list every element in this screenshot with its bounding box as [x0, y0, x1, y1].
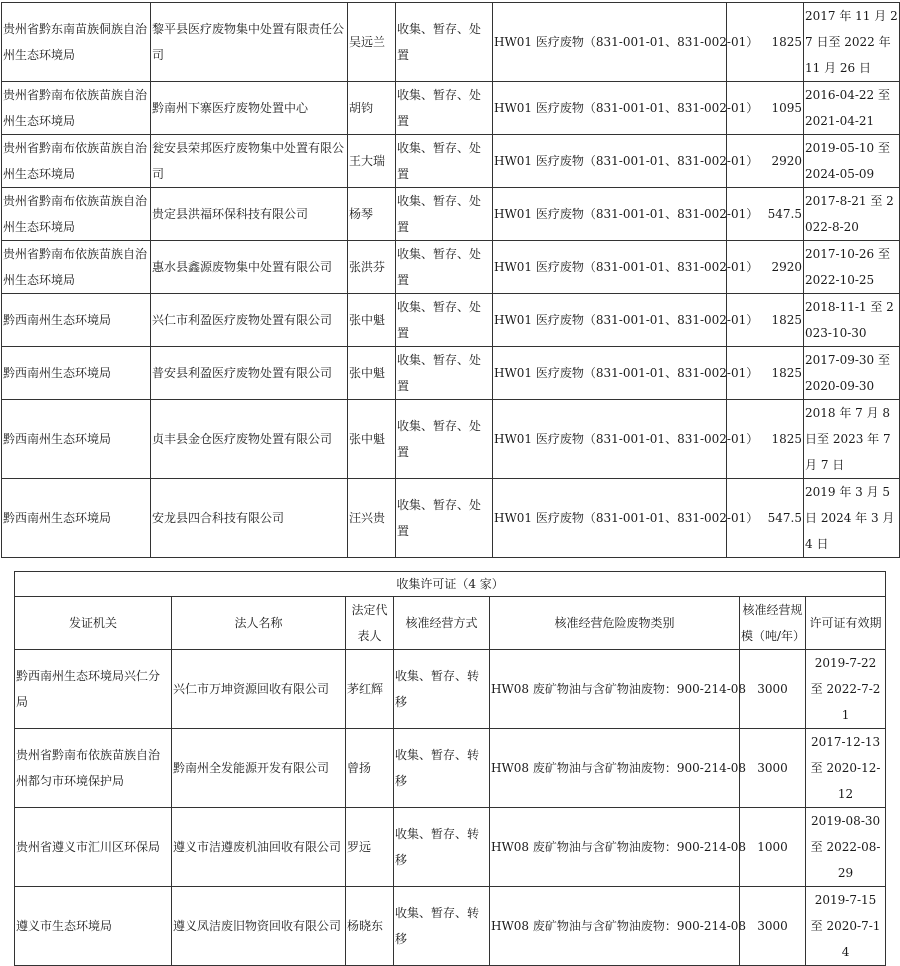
header-representative: 法定代表人 [346, 597, 394, 650]
method-cell: 收集、暂存、转移 [394, 808, 490, 887]
representative-cell: 胡钧 [348, 82, 396, 135]
company-cell: 贵定县洪福环保科技有限公司 [151, 188, 348, 241]
representative-cell: 罗远 [346, 808, 394, 887]
method-cell: 收集、暂存、处置 [396, 82, 493, 135]
table-row [2, 188, 900, 241]
waste-category-cell: HW08 废矿物油与含矿物油废物：900-214-08 [490, 650, 740, 729]
method-cell: 收集、暂存、处置 [396, 294, 493, 347]
authority-cell: 贵州省黔东南苗族侗族自治州生态环境局 [2, 3, 151, 82]
scale-cell: 3000 [740, 887, 806, 966]
scale-cell: 2920 [727, 135, 804, 188]
representative-cell: 杨琴 [348, 188, 396, 241]
authority-cell: 贵州省黔南布依族苗族自治州生态环境局 [2, 188, 151, 241]
header-company: 法人名称 [172, 597, 346, 650]
waste-category-cell: HW08 废矿物油与含矿物油废物：900-214-08 [490, 729, 740, 808]
company-cell: 普安县利盈医疗废物处置有限公司 [151, 347, 348, 400]
waste-category-cell: HW01 医疗废物（831-001-01、831-002-01） [493, 400, 727, 479]
authority-cell: 黔西南州生态环境局 [2, 479, 151, 558]
table-row [15, 729, 886, 808]
company-cell: 兴仁市利盈医疗废物处置有限公司 [151, 294, 348, 347]
representative-cell: 曾扬 [346, 729, 394, 808]
company-cell: 黎平县医疗废物集中处置有限责任公司 [151, 3, 348, 82]
method-cell: 收集、暂存、处置 [396, 188, 493, 241]
disposal-permits-table [1, 2, 900, 558]
authority-cell: 遵义市生态环境局 [15, 887, 172, 966]
scale-cell: 1825 [727, 347, 804, 400]
waste-category-cell: HW08 废矿物油与含矿物油废物：900-214-08 [490, 808, 740, 887]
table-row [2, 3, 900, 82]
scale-cell: 2920 [727, 241, 804, 294]
table-row [15, 808, 886, 887]
header-scale: 核准经营规模（吨/年） [740, 597, 806, 650]
validity-cell: 2018 年 7 月 8 日至 2023 年 7 月 7 日 [804, 400, 900, 479]
authority-cell: 贵州省黔南布依族苗族自治州生态环境局 [2, 82, 151, 135]
scale-cell: 547.5 [727, 188, 804, 241]
validity-cell: 2019-05-10 至 2024-05-09 [804, 135, 900, 188]
scale-cell: 1095 [727, 82, 804, 135]
waste-category-cell: HW01 医疗废物（831-001-01、831-002-01） [493, 135, 727, 188]
authority-cell: 黔西南州生态环境局 [2, 400, 151, 479]
waste-category-cell: HW01 医疗废物（831-001-01、831-002-01） [493, 294, 727, 347]
scale-cell: 3000 [740, 650, 806, 729]
representative-cell: 张中魁 [348, 347, 396, 400]
header-method: 核准经营方式 [394, 597, 490, 650]
company-cell: 安龙县四合科技有限公司 [151, 479, 348, 558]
waste-category-cell: HW01 医疗废物（831-001-01、831-002-01） [493, 479, 727, 558]
header-validity: 许可证有效期 [806, 597, 886, 650]
scale-cell: 1825 [727, 3, 804, 82]
table-caption-row [15, 572, 886, 597]
table-header-row [15, 597, 886, 650]
company-cell: 遵义凤洁废旧物资回收有限公司 [172, 887, 346, 966]
scale-cell: 1000 [740, 808, 806, 887]
scale-cell: 547.5 [727, 479, 804, 558]
validity-cell: 2019-7-15 至 2020-7-14 [806, 887, 886, 966]
company-cell: 瓮安县荣邦医疗废物集中处置有限公司 [151, 135, 348, 188]
table-row [2, 479, 900, 558]
table-caption: 收集许可证（4 家） [15, 572, 886, 597]
scale-cell: 3000 [740, 729, 806, 808]
table-row [2, 294, 900, 347]
table-row [15, 887, 886, 966]
company-cell: 兴仁市万坤资源回收有限公司 [172, 650, 346, 729]
method-cell: 收集、暂存、转移 [394, 729, 490, 808]
company-cell: 贞丰县金仓医疗废物处置有限公司 [151, 400, 348, 479]
authority-cell: 贵州省遵义市汇川区环保局 [15, 808, 172, 887]
validity-cell: 2017-10-26 至 2022-10-25 [804, 241, 900, 294]
authority-cell: 贵州省黔南布依族苗族自治州生态环境局 [2, 241, 151, 294]
authority-cell: 黔西南州生态环境局 [2, 347, 151, 400]
method-cell: 收集、暂存、处置 [396, 3, 493, 82]
waste-category-cell: HW08 废矿物油与含矿物油废物：900-214-08 [490, 887, 740, 966]
validity-cell: 2018-11-1 至 2023-10-30 [804, 294, 900, 347]
authority-cell: 黔西南州生态环境局 [2, 294, 151, 347]
representative-cell: 王大瑞 [348, 135, 396, 188]
scale-cell: 1825 [727, 294, 804, 347]
table-row [2, 400, 900, 479]
table-row [15, 650, 886, 729]
company-cell: 惠水县鑫源废物集中处置有限公司 [151, 241, 348, 294]
table-row [2, 241, 900, 294]
authority-cell: 黔西南州生态环境局兴仁分局 [15, 650, 172, 729]
waste-category-cell: HW01 医疗废物（831-001-01、831-002-01） [493, 82, 727, 135]
method-cell: 收集、暂存、处置 [396, 400, 493, 479]
validity-cell: 2017-12-13 至 2020-12-12 [806, 729, 886, 808]
method-cell: 收集、暂存、处置 [396, 241, 493, 294]
authority-cell: 贵州省黔南布依族苗族自治州生态环境局 [2, 135, 151, 188]
authority-cell: 贵州省黔南布依族苗族自治州都匀市环境保护局 [15, 729, 172, 808]
representative-cell: 汪兴贵 [348, 479, 396, 558]
validity-cell: 2019-08-30 至 2022-08-29 [806, 808, 886, 887]
table-row [2, 135, 900, 188]
method-cell: 收集、暂存、转移 [394, 887, 490, 966]
method-cell: 收集、暂存、处置 [396, 135, 493, 188]
table-row [2, 82, 900, 135]
header-authority: 发证机关 [15, 597, 172, 650]
method-cell: 收集、暂存、处置 [396, 479, 493, 558]
scale-cell: 1825 [727, 400, 804, 479]
collection-permits-table [14, 571, 886, 966]
header-waste-category: 核准经营危险废物类别 [490, 597, 740, 650]
method-cell: 收集、暂存、转移 [394, 650, 490, 729]
waste-category-cell: HW01 医疗废物（831-001-01、831-002-01） [493, 241, 727, 294]
validity-cell: 2017-8-21 至 2022-8-20 [804, 188, 900, 241]
table-row [2, 347, 900, 400]
representative-cell: 茅红辉 [346, 650, 394, 729]
company-cell: 黔南州下寨医疗废物处置中心 [151, 82, 348, 135]
waste-category-cell: HW01 医疗废物（831-001-01、831-002-01） [493, 188, 727, 241]
method-cell: 收集、暂存、处置 [396, 347, 493, 400]
validity-cell: 2017-09-30 至 2020-09-30 [804, 347, 900, 400]
company-cell: 黔南州全发能源开发有限公司 [172, 729, 346, 808]
representative-cell: 杨晓东 [346, 887, 394, 966]
validity-cell: 2016-04-22 至 2021-04-21 [804, 82, 900, 135]
validity-cell: 2019 年 3 月 5 日 2024 年 3 月 4 日 [804, 479, 900, 558]
representative-cell: 张洪芬 [348, 241, 396, 294]
validity-cell: 2019-7-22 至 2022-7-21 [806, 650, 886, 729]
representative-cell: 吴远兰 [348, 3, 396, 82]
company-cell: 遵义市洁遵废机油回收有限公司 [172, 808, 346, 887]
representative-cell: 张中魁 [348, 294, 396, 347]
waste-category-cell: HW01 医疗废物（831-001-01、831-002-01） [493, 347, 727, 400]
representative-cell: 张中魁 [348, 400, 396, 479]
validity-cell: 2017 年 11 月 27 日至 2022 年 11 月 26 日 [804, 3, 900, 82]
waste-category-cell: HW01 医疗废物（831-001-01、831-002-01） [493, 3, 727, 82]
